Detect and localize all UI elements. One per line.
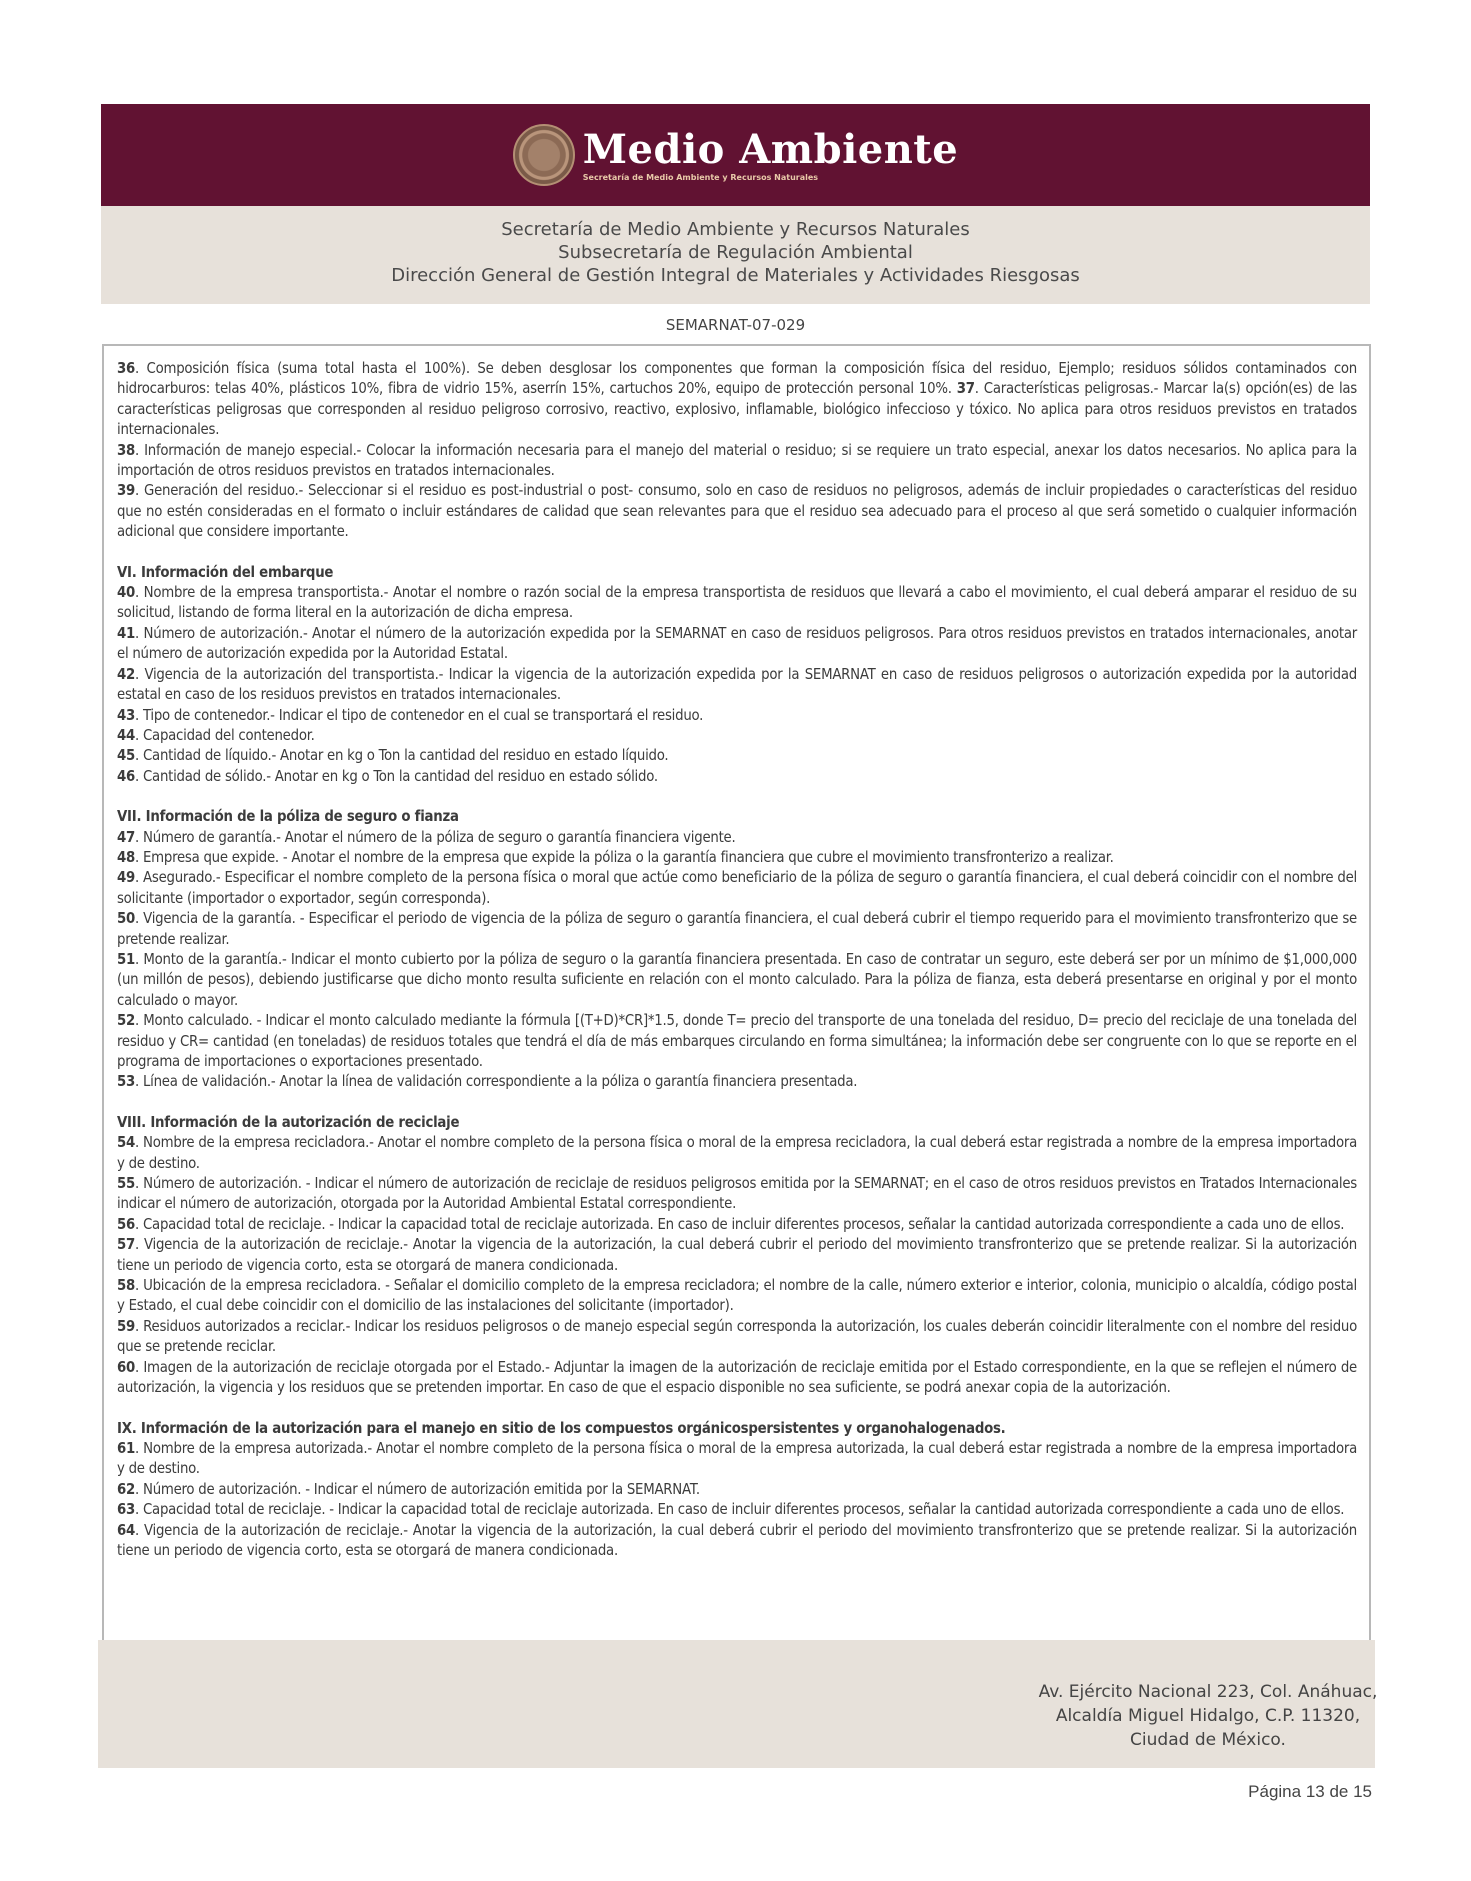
agency-line: Secretaría de Medio Ambiente y Recursos Naturales	[501, 219, 970, 240]
item-text: . Composición física (suma total hasta el 100%). Se deben desglosar los componentes que forman la composición física del residuo, Ejemplo; residuos sólidos contaminados con hidrocarburos: telas 40%, plásticos 10%, fibra de vidrio 15%, aserrín 15%, cartuchos 20%, equipo de protección personal 10%.	[117, 360, 1357, 398]
instruction-item	[117, 583, 1357, 624]
item-number: 54	[117, 1134, 136, 1152]
agency-header	[101, 206, 1370, 304]
logo-subtitle: Secretaría de Medio Ambiente y Recursos Naturales	[582, 172, 819, 182]
item-number: 37	[956, 380, 975, 398]
instruction-item	[117, 767, 1357, 787]
item-number: 39	[117, 482, 136, 500]
item-number: 61	[117, 1439, 136, 1457]
item-number: 55	[117, 1175, 136, 1193]
item-number: 64	[117, 1521, 136, 1539]
item-number: 62	[117, 1480, 136, 1498]
section-heading: VIII. Información de la autorización de reciclaje	[117, 1113, 460, 1131]
item-number: 52	[117, 1012, 136, 1030]
footer	[98, 1640, 1378, 1768]
address-line: Alcaldía Miguel Hidalgo, C.P. 11320,	[1055, 1706, 1361, 1726]
logo-title: Medio Ambiente	[582, 125, 959, 173]
instruction-item	[117, 359, 1357, 441]
item-text: . Información de manejo especial.- Colocar la información necesaria para el manejo del material o residuo; si se requiere un trato especial, anexar los datos necesarios. No aplica para la importación de otros residuos previstos en tratados internacionales.	[117, 441, 1357, 480]
item-number: 36	[117, 360, 136, 377]
item-text: . Cantidad de líquido.- Anotar en kg o Ton la cantidad del residuo en estado líquido.	[135, 747, 669, 765]
instruction-item	[117, 1235, 1357, 1276]
section-heading: VI. Información del embarque	[117, 563, 334, 581]
item-number: 38	[117, 441, 136, 459]
instruction-item	[117, 746, 1357, 766]
instruction-item	[117, 726, 1357, 746]
item-text: . Número de garantía.- Anotar el número de la póliza de seguro o garantía financiera vigente.	[135, 828, 736, 846]
item-number: 44	[117, 726, 136, 744]
item-text: . Nombre de la empresa autorizada.- Anotar el nombre completo de la persona física o moral de la empresa autorizada, la cual deberá estar registrada a nombre de la empresa importadora y de destino.	[117, 1439, 1357, 1478]
item-number: 58	[117, 1277, 136, 1295]
instruction-item	[117, 1072, 1357, 1092]
item-text: . Nombre de la empresa recicladora.- Anotar el nombre completo de la persona física o moral de la empresa recicladora, la cual deberá estar registrada a nombre de la empresa importadora y de destino.	[117, 1134, 1357, 1172]
address-line: Av. Ejército Nacional 223, Col. Anáhuac,	[1038, 1682, 1378, 1702]
instruction-item	[117, 706, 1357, 726]
item-text: . Capacidad total de reciclaje. - Indicar la capacidad total de reciclaje autorizada. En caso de incluir diferentes procesos, señalar la cantidad autorizada correspondiente a cada uno de ellos.	[135, 1215, 1345, 1233]
item-text: . Capacidad total de reciclaje. - Indicar la capacidad total de reciclaje autorizada. En caso de incluir diferentes procesos, señalar la cantidad autorizada correspondiente a cada uno de ellos.	[135, 1501, 1345, 1519]
item-number: 50	[117, 910, 136, 928]
instruction-item	[117, 828, 1357, 848]
item-text: . Características peligrosas.- Marcar la(s) opción(es) de las características peligrosas que corresponden al residuo peligroso corrosivo, reactivo, explosivo, inflamable, biológico infeccioso y tóxico. No aplica para otros residuos previstos en tratados internacionales.	[117, 380, 1357, 439]
national-seal-icon	[513, 124, 575, 186]
item-number: 49	[117, 869, 136, 887]
item-text: . Vigencia de la autorización del transportista.- Indicar la vigencia de la autorización expedida por la SEMARNAT en caso de residuos peligrosos o autorización expedida por la autoridad estatal en caso de los residuos previstos en tratados internacionales.	[117, 665, 1357, 704]
instruction-item	[117, 1358, 1357, 1399]
item-text: . Asegurado.- Especificar el nombre completo de la persona física o moral que actúe como beneficiario de la póliza de seguro o garantía financiera, el cual deberá coincidir con el nombre del solicitante (importador o exportador, según corresponda).	[117, 869, 1357, 907]
item-text: . Residuos autorizados a reciclar.- Indicar los residuos peligrosos o de manejo especial según corresponda la autorización, los cuales deberán coincidir literalmente con el nombre del residuo que se pretende reciclar.	[117, 1317, 1357, 1356]
item-text: . Ubicación de la empresa recicladora. - Señalar el domicilio completo de la empresa recicladora; el nombre de la calle, número exterior e interior, colonia, municipio o alcaldía, código postal y Estado, el cual debe coincidir con el domicilio de las instalaciones del solicitante (importador).	[117, 1277, 1357, 1315]
instruction-item	[117, 624, 1357, 665]
item-text: . Vigencia de la autorización de reciclaje.- Anotar la vigencia de la autorización, la cual deberá cubrir el periodo del movimiento transfronterizo que se pretende realizar. Si la autorización tiene un periodo de vigencia corto, esta se otorgará de manera condicionada.	[117, 1236, 1357, 1274]
item-number: 51	[117, 950, 136, 968]
item-number: 57	[117, 1236, 136, 1254]
instruction-item	[117, 1011, 1357, 1072]
item-number: 42	[117, 665, 136, 683]
instruction-item	[117, 868, 1357, 909]
sections	[117, 563, 1357, 1562]
instruction-item	[117, 1276, 1357, 1317]
item-text: . Vigencia de la garantía. - Especificar el periodo de vigencia de la póliza de seguro o garantía financiera, el cual deberá cubrir el tiempo requerido para el movimiento transfronterizo que se pretende realizar.	[117, 910, 1357, 948]
section-heading: IX. Información de la autorización para el manejo en sitio de los compuestos orgánicospersistentes y organohalogenados.	[117, 1419, 1006, 1437]
instruction-item	[117, 1174, 1357, 1215]
instruction-item	[117, 1500, 1357, 1520]
instruction-item	[117, 1215, 1357, 1235]
item-number: 45	[117, 747, 136, 765]
item-text: . Nombre de la empresa transportista.- Anotar el nombre o razón social de la empresa transportista de residuos que llevará a cabo el movimiento, el cual deberá amparar el residuo de su solicitud, listando de forma literal en la autorización de dicha empresa.	[117, 584, 1357, 622]
item-text: . Número de autorización. - Indicar el número de autorización emitida por la SEMARNAT.	[135, 1480, 700, 1498]
item-number: 48	[117, 848, 136, 866]
item-text: . Monto de la garantía.- Indicar el monto cubierto por la póliza de seguro o la garantía financiera presentada. En caso de contratar un seguro, este deberá ser por un mínimo de $1,000,000 (un millón de pesos), debiendo justificarse que dicho monto resulta suficiente en relación con el monto calculado. Para la póliza de fianza, esta deberá presentarse en original y por el monto calculado o mayor.	[117, 950, 1357, 1009]
item-number: 56	[117, 1215, 136, 1233]
item-text: . Empresa que expide. - Anotar el nombre de la empresa que expide la póliza o la garantía financiera que cubre el movimiento transfronterizo a realizar.	[135, 848, 1114, 866]
item-number: 47	[117, 828, 136, 846]
item-text: . Tipo de contenedor.- Indicar el tipo de contenedor en el cual se transportará el residuo.	[135, 706, 704, 724]
item-text: . Monto calculado. - Indicar el monto calculado mediante la fórmula [(T+D)*CR]*1.5, donde T= precio del transporte de una tonelada del residuo, D= precio del reciclaje de una tonelada del residuo y CR= cantidad (en toneladas) de residuos totales que tendrá el día de más embarques circulando en forma simultánea; la información debe ser congruente con lo que se reporte en el programa de importaciones o exportaciones presentado.	[117, 1012, 1357, 1070]
instruction-item	[117, 909, 1357, 950]
form-code: SEMARNAT-07-029	[665, 316, 806, 334]
item-number: 53	[117, 1073, 136, 1091]
address	[998, 1680, 1418, 1752]
address-line: Ciudad de México.	[1130, 1730, 1286, 1750]
item-text: . Número de autorización. - Indicar el número de autorización de reciclaje de residuos peligrosos emitida por la SEMARNAT; en el caso de otros residuos previstos en Tratados Internacionales indicar el número de autorización, otorgada por la Autoridad Ambiental Estatal correspondiente.	[117, 1175, 1357, 1213]
brand-banner	[101, 104, 1370, 206]
item-number: 63	[117, 1501, 136, 1519]
item-number: 41	[117, 624, 136, 642]
item-text: . Número de autorización.- Anotar el número de la autorización expedida por la SEMARNAT en caso de residuos peligrosos. Para otros residuos previstos en tratados internacionales, anotar el número de autorización expedida por la Autoridad Estatal.	[117, 624, 1357, 663]
instruction-item	[117, 665, 1357, 706]
page-number: Página 13 de 15	[1248, 1782, 1372, 1801]
item-text: . Generación del residuo.- Seleccionar si el residuo es post-industrial o post- consumo, solo en caso de residuos no peligrosos, además de incluir propiedades o características del residuo que no estén consideradas en el formato o incluir estándares de calidad que sean relevantes para que el residuo sea adecuado para el proceso al que será sometido o cualquier información adicional que considere importante.	[117, 482, 1357, 541]
item-text: . Cantidad de sólido.- Anotar en kg o Ton la cantidad del residuo en estado sólido.	[135, 767, 658, 785]
item-number: 40	[117, 584, 136, 602]
instruction-item	[117, 1133, 1357, 1174]
agency-line: Dirección General de Gestión Integral de Materiales y Actividades Riesgosas	[391, 265, 1080, 286]
item-text: . Imagen de la autorización de reciclaje otorgada por el Estado.- Adjuntar la imagen de la autorización de reciclaje emitida por el Estado correspondiente, en la que se reflejen el número de autorización, la vigencia y los residuos que se pretenden importar. En caso de que el espacio disponible no sea suficiente, se podrá anexar copia de la autorización.	[117, 1358, 1357, 1397]
item-number: 60	[117, 1358, 136, 1376]
instruction-item	[117, 848, 1357, 868]
instruction-item	[117, 441, 1357, 482]
item-number: 43	[117, 706, 136, 724]
item-number: 59	[117, 1317, 136, 1335]
instruction-item	[117, 1480, 1357, 1500]
instruction-item	[117, 1439, 1357, 1480]
section-heading: VII. Información de la póliza de seguro o fianza	[117, 808, 459, 826]
item-text: . Vigencia de la autorización de reciclaje.- Anotar la vigencia de la autorización, la cual deberá cubrir el periodo del movimiento transfronterizo que se pretende realizar. Si la autorización tiene un periodo de vigencia corto, esta se otorgará de manera condicionada.	[117, 1521, 1357, 1559]
instruction-item	[117, 950, 1357, 1011]
instruction-item	[117, 481, 1357, 542]
item-text: . Línea de validación.- Anotar la línea de validación correspondiente a la póliza o garantía financiera presentada.	[135, 1073, 858, 1091]
instruction-item	[117, 1521, 1357, 1562]
instructions-body	[117, 359, 1357, 1561]
logo	[513, 124, 958, 186]
item-text: . Capacidad del contenedor.	[135, 726, 315, 744]
agency-line: Subsecretaría de Regulación Ambiental	[558, 242, 913, 263]
item-number: 46	[117, 767, 136, 785]
instruction-item	[117, 1317, 1357, 1358]
